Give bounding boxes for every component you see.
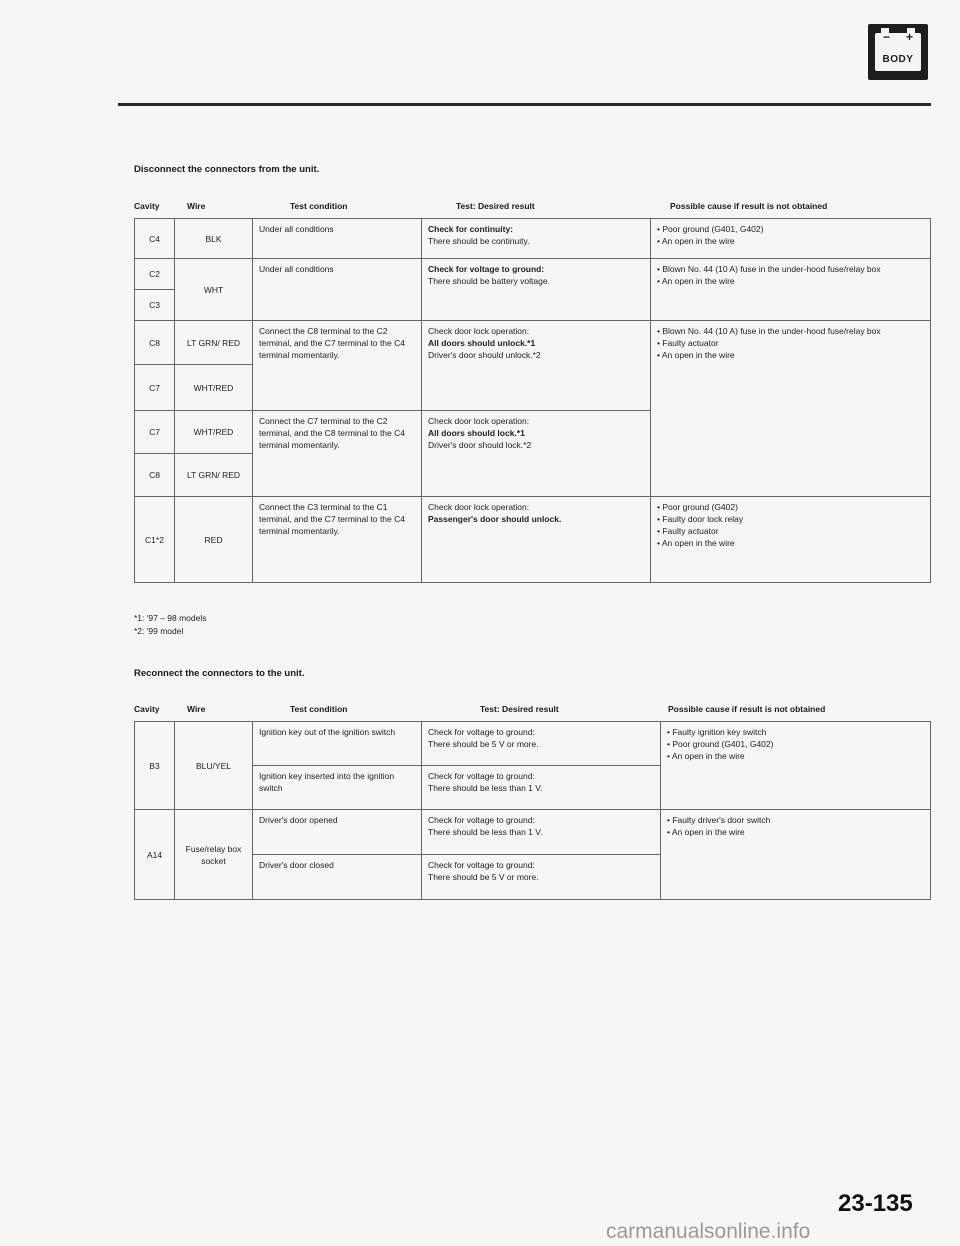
footnote-1: *1: '97 – 98 models [134, 613, 207, 623]
minus-symbol: − [883, 30, 891, 44]
body-battery-badge [868, 24, 928, 80]
col-possible-cause: Possible cause if result is not obtained [668, 704, 826, 714]
condition-cell: Connect the C3 terminal to the C1 terminal, and the C7 terminal to the C4 terminal momentarily. [253, 497, 422, 583]
condition-cell: Ignition key inserted into the ignition switch [253, 766, 422, 810]
table-row [135, 497, 931, 583]
col-desired-result: Test: Desired result [480, 704, 559, 714]
table-row [135, 259, 931, 290]
table-row [135, 722, 931, 766]
plus-symbol: + [905, 30, 913, 44]
col-wire: Wire [187, 704, 206, 714]
col-wire: Wire [187, 201, 206, 211]
result-cell: Check for voltage to ground: There should be 5 V or more. [422, 855, 661, 900]
wire-cell: LT GRN/ RED [175, 321, 253, 365]
cause-cell: • Blown No. 44 (10 A) fuse in the under-hood fuse/relay box • Faulty actuator • An open in the wire [651, 321, 931, 497]
result-cell: Check door lock operation: All doors should lock.*1 Driver's door should lock.*2 [422, 411, 651, 497]
wire-cell: BLU/YEL [175, 722, 253, 810]
footnotes [134, 612, 207, 638]
wire-cell: Fuse/relay box socket [175, 810, 253, 900]
header-rule [118, 103, 931, 106]
cause-cell: • Faulty driver's door switch • An open in the wire [661, 810, 931, 900]
wire-cell: LT GRN/ RED [175, 454, 253, 497]
condition-cell: Under all conditions [253, 259, 422, 321]
condition-cell: Under all conditions [253, 219, 422, 259]
footnote-2: *2: '99 model [134, 626, 184, 636]
cavity-cell: B3 [135, 722, 175, 810]
cavity-cell: C8 [135, 454, 175, 497]
section1-table [134, 218, 931, 583]
condition-cell: Driver's door closed [253, 855, 422, 900]
cause-cell: • Poor ground (G402) • Faulty door lock relay • Faulty actuator • An open in the wire [651, 497, 931, 583]
col-test-condition: Test condition [290, 704, 348, 714]
watermark: carmanualsonline.info [606, 1220, 811, 1243]
cavity-cell: C7 [135, 411, 175, 454]
result-cell: Check door lock operation: Passenger's door should unlock. [422, 497, 651, 583]
cause-cell: • Faulty ignition key switch • Poor ground (G401, G402) • An open in the wire [661, 722, 931, 810]
battery-icon [875, 30, 921, 71]
result-cell: Check for voltage to ground: There should be less than 1 V. [422, 766, 661, 810]
condition-cell: Connect the C8 terminal to the C2 terminal, and the C7 terminal to the C4 terminal momentarily. [253, 321, 422, 411]
cavity-cell: C3 [135, 290, 175, 321]
wire-cell: WHT [175, 259, 253, 321]
badge-label: BODY [882, 54, 914, 65]
cavity-cell: C8 [135, 321, 175, 365]
cavity-cell: C2 [135, 259, 175, 290]
wire-cell: WHT/RED [175, 365, 253, 411]
col-test-condition: Test condition [290, 201, 348, 211]
page-number: 23-135 [838, 1190, 913, 1217]
wire-cell: BLK [175, 219, 253, 259]
cavity-cell: A14 [135, 810, 175, 900]
cavity-cell: C7 [135, 365, 175, 411]
cause-cell: • Poor ground (G401, G402) • An open in the wire [651, 219, 931, 259]
result-cell: Check for voltage to ground: There should be less than 1 V. [422, 810, 661, 855]
table-row [135, 321, 931, 365]
result-cell: Check for voltage to ground: There should be 5 V or more. [422, 722, 661, 766]
cavity-cell: C4 [135, 219, 175, 259]
col-cavity: Cavity [134, 704, 160, 714]
table-row [135, 219, 931, 259]
col-possible-cause: Possible cause if result is not obtained [670, 201, 828, 211]
wire-cell: WHT/RED [175, 411, 253, 454]
cause-cell: • Blown No. 44 (10 A) fuse in the under-hood fuse/relay box • An open in the wire [651, 259, 931, 321]
section2-table [134, 721, 931, 900]
wire-cell: RED [175, 497, 253, 583]
condition-cell: Driver's door opened [253, 810, 422, 855]
table-row [135, 810, 931, 855]
condition-cell: Ignition key out of the ignition switch [253, 722, 422, 766]
cavity-cell: C1*2 [135, 497, 175, 583]
col-desired-result: Test: Desired result [456, 201, 535, 211]
col-cavity: Cavity [134, 201, 160, 211]
condition-cell: Connect the C7 terminal to the C2 terminal, and the C8 terminal to the C4 terminal momentarily. [253, 411, 422, 497]
result-cell: Check for continuity: There should be continuity. [422, 219, 651, 259]
result-cell: Check door lock operation: All doors should unlock.*1 Driver's door should unlock.*2 [422, 321, 651, 411]
result-cell: Check for voltage to ground: There should be battery voltage. [422, 259, 651, 321]
section1-heading: Disconnect the connectors from the unit. [134, 164, 320, 175]
section2-heading: Reconnect the connectors to the unit. [134, 668, 305, 679]
